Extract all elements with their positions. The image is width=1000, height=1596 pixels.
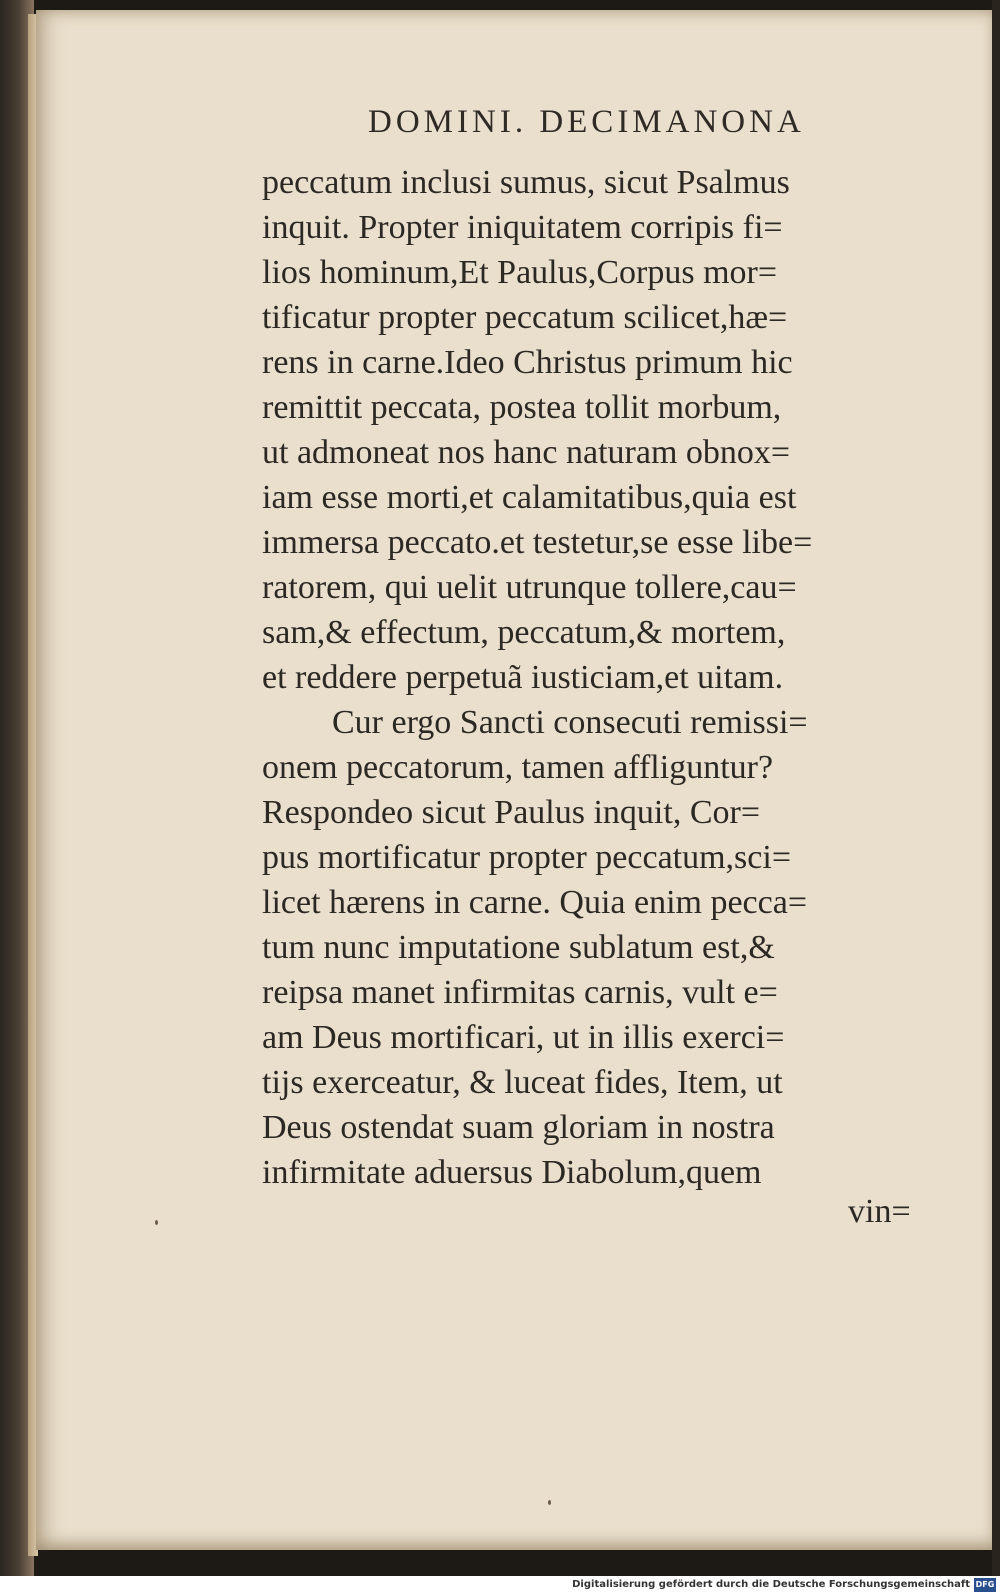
text-line: Deus ostendat suam gloriam in nostra: [262, 1109, 775, 1146]
dfg-logo: DFG: [974, 1578, 996, 1592]
page-shadow: [992, 0, 1000, 1576]
digitization-footer: [0, 1576, 1000, 1596]
text-line: tum nunc imputatione sublatum est,&: [262, 929, 775, 966]
text-line: ratorem, qui uelit utrunque tollere,cau=: [262, 569, 797, 606]
text-line: lios hominum,Et Paulus,Corpus mor=: [262, 254, 778, 291]
text-line: ut admoneat nos hanc naturam obnox=: [262, 434, 791, 471]
text-line: Respondeo sicut Paulus inquit, Cor=: [262, 794, 760, 831]
catchword: vin=: [848, 1193, 911, 1230]
text-line: licet hærens in carne. Quia enim pecca=: [262, 884, 807, 921]
text-line: remittit peccata, postea tollit morbum,: [262, 389, 782, 426]
paper-speck: [548, 1500, 551, 1505]
running-head: DOMINI. DECIMANONA: [368, 104, 805, 140]
funding-credit: Digitalisierung gefördert durch die Deutsche Forschungsgemeinschaft: [572, 1579, 970, 1590]
text-line: sam,& effectum, peccatum,& mortem,: [262, 614, 786, 651]
text-line: onem peccatorum, tamen affliguntur?: [262, 749, 774, 786]
text-line: et reddere perpetuã iusticiam,et uitam.: [262, 659, 784, 696]
text-line: iam esse morti,et calamitatibus,quia est: [262, 479, 797, 516]
text-line: immersa peccato.et testetur,se esse libe=: [262, 524, 813, 561]
body-text: [262, 160, 940, 1195]
text-line: inquit. Propter iniquitatem corripis fi=: [262, 209, 783, 246]
text-line: infirmitate aduersus Diabolum,quem: [262, 1154, 762, 1191]
text-line: pus mortificatur propter peccatum,sci=: [262, 839, 791, 876]
text-line: Cur ergo Sancti consecuti remissi=: [332, 704, 808, 741]
paper-speck: [155, 1220, 158, 1225]
text-line: tijs exerceatur, & luceat fides, Item, ut: [262, 1064, 783, 1101]
text-line: rens in carne.Ideo Christus primum hic: [262, 344, 793, 381]
text-line: peccatum inclusi sumus, sicut Psalmus: [262, 164, 790, 201]
text-line: am Deus mortificari, ut in illis exerci=: [262, 1019, 785, 1056]
text-line: reipsa manet infirmitas carnis, vult e=: [262, 974, 778, 1011]
text-line: tificatur propter peccatum scilicet,hæ=: [262, 299, 788, 336]
